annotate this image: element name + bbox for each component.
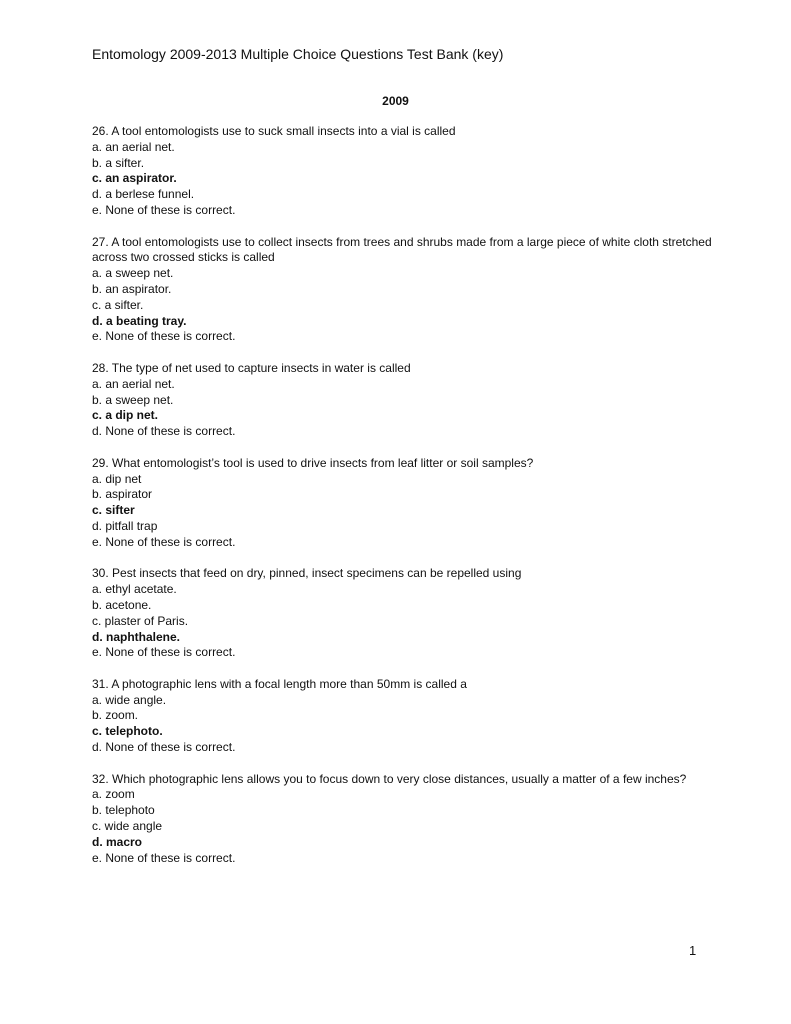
answer-choice: a. wide angle. (92, 692, 167, 707)
answer-choice: a. an aerial net. (92, 376, 175, 391)
answer-choice: b. an aspirator. (92, 281, 172, 296)
answer-choice: a. ethyl acetate. (92, 582, 177, 597)
answer-choice: b. zoom. (92, 708, 139, 723)
answer-choice: d. pitfall trap (92, 518, 158, 533)
answer-choice-correct: c. a dip net. (92, 408, 159, 423)
answer-choice: a. zoom (92, 787, 135, 802)
question-text: 32. Which photographic lens allows you to focus down to very close distances, usually a matter of a few inches? (92, 771, 687, 786)
page-number: 1 (689, 943, 697, 958)
question-block (92, 235, 712, 346)
answer-choice-correct: d. a beating tray. (92, 313, 187, 328)
answer-choice: b. acetone. (92, 597, 152, 612)
document-header: Entomology 2009-2013 Multiple Choice Questions Test Bank (key) (92, 46, 504, 62)
section-year-heading: 2009 (382, 94, 409, 108)
answer-choice: a. dip net (92, 471, 142, 486)
answer-choice: c. wide angle (92, 819, 163, 834)
question-list (92, 124, 712, 882)
answer-choice: b. a sweep net. (92, 392, 174, 407)
question-block (92, 677, 712, 756)
question-block (92, 124, 712, 219)
answer-choice: b. a sifter. (92, 155, 145, 170)
answer-choice-correct: c. an aspirator. (92, 171, 177, 186)
question-text: 28. The type of net used to capture insects in water is called (92, 360, 411, 375)
answer-choice-correct: d. macro (92, 834, 143, 849)
answer-choice: e. None of these is correct. (92, 850, 236, 865)
question-text: 27. A tool entomologists use to collect insects from trees and shrubs made from a large piece of white cloth stretched across two crossed sticks is called (92, 234, 712, 265)
question-block (92, 772, 712, 867)
question-text: 30. Pest insects that feed on dry, pinned, insect specimens can be repelled using (92, 566, 522, 581)
answer-choice: c. a sifter. (92, 297, 144, 312)
question-block (92, 566, 712, 661)
question-block (92, 361, 712, 440)
answer-choice: d. a berlese funnel. (92, 187, 195, 202)
answer-choice: e. None of these is correct. (92, 329, 236, 344)
answer-choice: e. None of these is correct. (92, 534, 236, 549)
answer-choice: d. None of these is correct. (92, 740, 236, 755)
answer-choice: c. plaster of Paris. (92, 613, 189, 628)
question-text: 26. A tool entomologists use to suck small insects into a vial is called (92, 124, 456, 138)
answer-choice: d. None of these is correct. (92, 424, 236, 439)
answer-choice: b. telephoto (92, 803, 155, 818)
answer-choice-correct: d. naphthalene. (92, 629, 181, 644)
answer-choice: a. an aerial net. (92, 139, 175, 154)
answer-choice: b. aspirator (92, 487, 153, 502)
answer-choice-correct: c. sifter (92, 503, 135, 518)
answer-choice: a. a sweep net. (92, 266, 174, 281)
question-text: 31. A photographic lens with a focal length more than 50mm is called a (92, 676, 467, 691)
answer-choice: e. None of these is correct. (92, 645, 236, 660)
question-block (92, 456, 712, 551)
answer-choice-correct: c. telephoto. (92, 724, 163, 739)
question-text: 29. What entomologist’s tool is used to drive insects from leaf litter or soil samples? (92, 455, 534, 470)
answer-choice: e. None of these is correct. (92, 202, 236, 217)
